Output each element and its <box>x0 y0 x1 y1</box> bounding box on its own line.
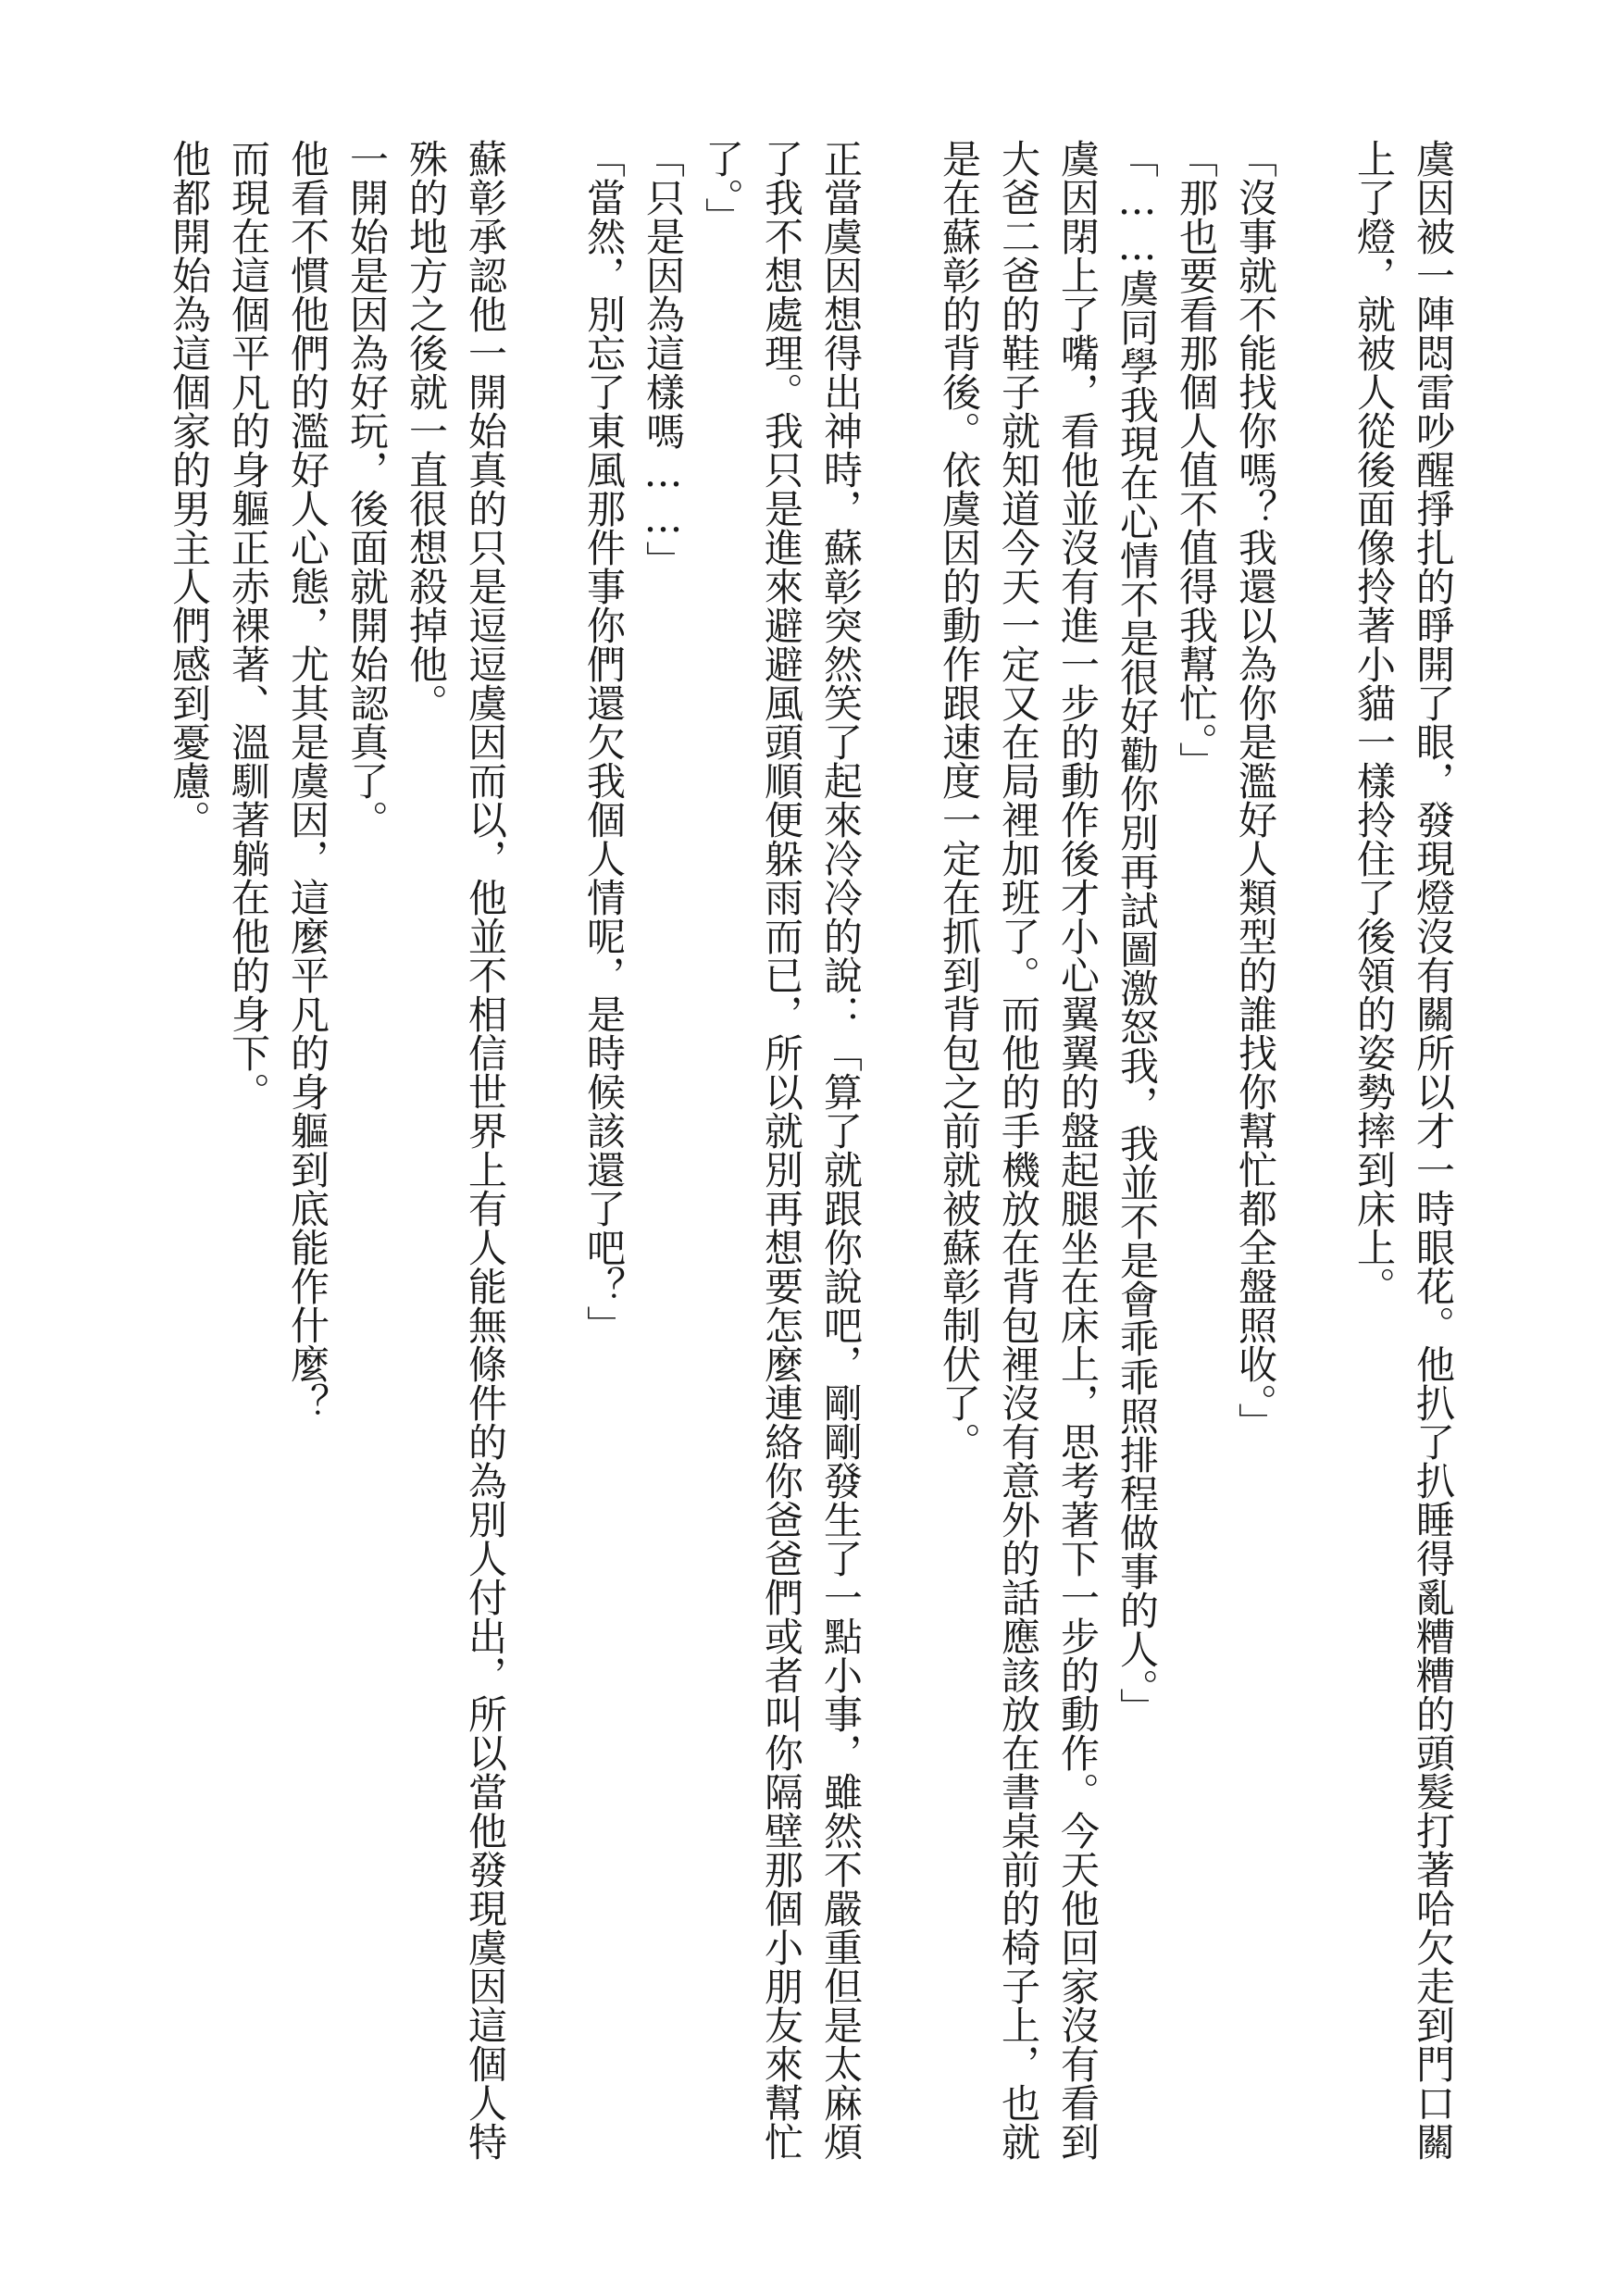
paragraph-11: 他看不慣他們的濫好人心態，尤其是虞因，這麼平凡的身軀到底能作什麼？ <box>285 139 330 1422</box>
paragraph-13: 他都開始為這個家的男主人們感到憂慮。 <box>167 139 212 839</box>
paragraph-10: 一開始是因為好玩，後面就開始認真了。 <box>344 139 390 839</box>
paragraph-2: 「沒事就不能找你嗎？我還以為你是濫好人類型的誰找你幫忙都全盤照收。」 <box>1233 139 1278 1441</box>
paragraph-4: 「……虞同學我現在心情不是很好勸你別再試圖激怒我，我並不是會乖乖照排程做事的人。」 <box>1114 139 1160 1727</box>
paragraph-7: 「只是因為這樣嗎……」 <box>641 139 686 580</box>
paragraph-1: 虞因被一陣悶雷吵醒掙扎的睜開了眼，發現燈沒有關所以才一時眼花。他扒了扒睡得亂糟糟的頭髮打著哈欠走到門口關上了燈，就被人從後面像拎著小貓一樣拎住了後領的姿勢摔到床上。 <box>1351 139 1456 2161</box>
paragraph-8: 「當然，別忘了東風那件事你們還欠我個人情呢，是時候該還了吧？」 <box>581 139 627 1344</box>
vertical-text-body <box>159 139 1462 2176</box>
paragraph-5: 虞因閉上了嘴，看他並沒有進一步的動作後才小心翼翼的盤起腿坐在床上，思考著下一步的動作。今天他回家沒有看到大爸二爸的鞋子就知道今天一定又在局裡加班了。而他的手機放在背包裡沒有意外的話應該放在書桌前的椅子上，也就是在蘇彰的背後。依虞因的動作跟速度一定在抓到背包之前就被蘇彰制伏了。 <box>937 139 1101 2161</box>
paragraph-6: 正當虞因想得出神時，蘇彰突然笑了起來冷冷的說：「算了就跟你說吧，剛剛發生了一點小事，雖然不嚴重但是太麻煩了我不想處理。我只是進來避避風頭順便躲雨而已，所以就別再想要怎麼連絡你爸爸們或者叫你隔壁那個小朋友來幫忙了。」 <box>700 139 864 2161</box>
paragraph-3: 「那也要看那個人值不值得我幫忙。」 <box>1174 139 1219 780</box>
paragraph-9: 蘇彰承認他一開始真的只是逗逗虞因而以，他並不相信世界上有人能無條件的為別人付出，所以當他發現虞因這個人特殊的地方之後就一直很想殺掉他。 <box>404 139 508 2161</box>
paragraph-12: 而現在這個平凡的身軀正赤裸著、溫馴著躺在他的身下。 <box>226 139 271 1111</box>
